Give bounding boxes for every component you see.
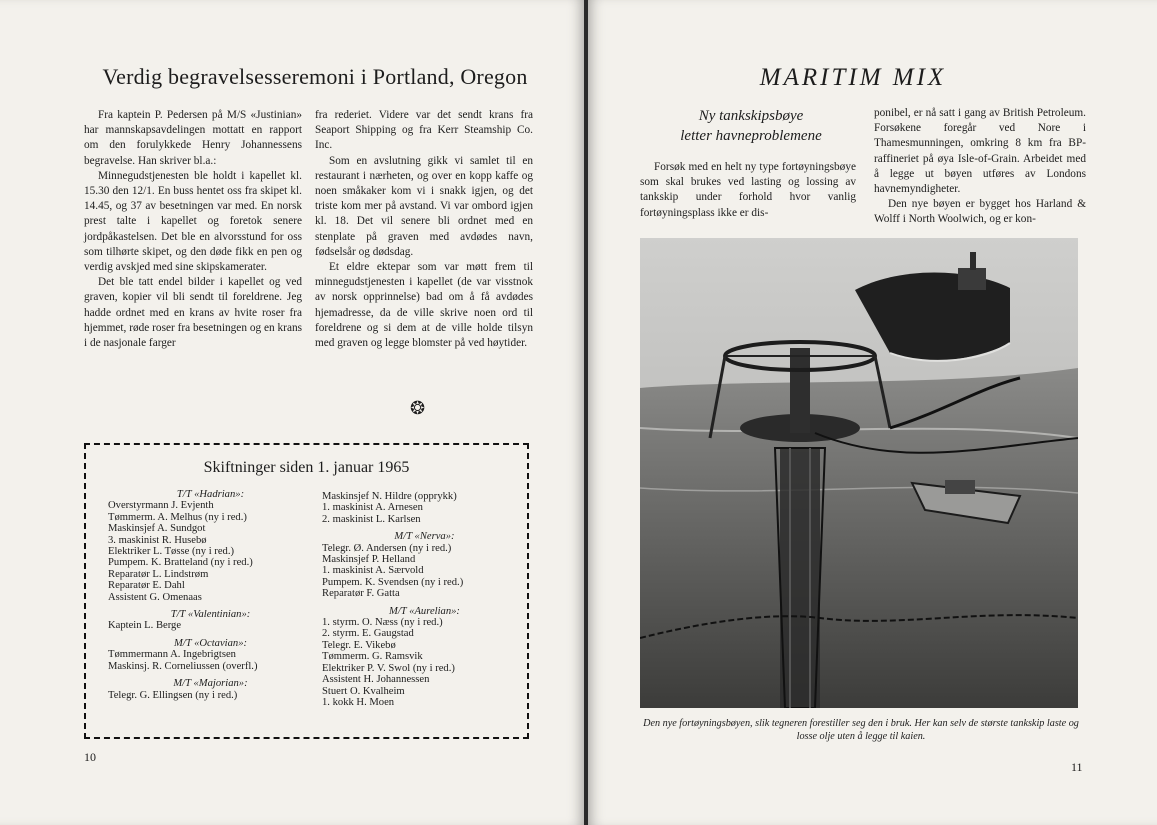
ship-heading: T/T «Valentinian»: — [170, 609, 251, 621]
ship-heading: M/T «Majorian»: — [173, 678, 248, 690]
page-number: 11 — [1071, 760, 1083, 774]
crew-entry: Pumpem. K. Bratteland (ny i red.) — [108, 557, 253, 569]
crew-entry: 3. maskinist R. Husebø — [108, 534, 207, 546]
paragraph: Forsøk med en helt ny type fortøyningsbøye som skal brukes ved lasting og lossing av tankskip under forhold hvor vanlig fortøyningsplass ikke er dis- — [640, 161, 856, 219]
paragraph: Det ble tatt endel bilder i kapellet og ved graven, kopier vil bli sendt til foreldrene. Jeg hadde ordnet med en krans av hvite roser fra hjemmet, røde roser fra besetningen og en krans i de nasjonale farger — [84, 276, 302, 350]
article-subtitle — [646, 106, 856, 146]
crew-entry: Reparatør L. Lindstrøm — [108, 568, 209, 580]
right-page — [588, 0, 1157, 825]
crew-entry: Reparatør F. Gatta — [322, 588, 400, 600]
crew-entry: Elektriker P. V. Swol (ny i red.) — [322, 662, 455, 674]
crew-entry: Assistent G. Omenaas — [108, 591, 202, 603]
crew-list-column-2 — [322, 491, 527, 708]
crew-entry: Pumpem. K. Svendsen (ny i red.) — [322, 576, 464, 588]
crew-entry: 1. styrm. O. Næss (ny i red.) — [322, 617, 443, 629]
crew-entry: Stuert O. Kvalheim — [322, 685, 405, 697]
crew-entry: Elektriker L. Tøsse (ny i red.) — [108, 546, 235, 558]
subtitle-line: Ny tankskipsbøye — [698, 108, 804, 124]
illustration-caption: Den nye fortøyningsbøyen, slik tegneren forestiller seg den i bruk. Her kan selv de største tankskip laste og losse olje uten å legge til kaien. — [643, 718, 1079, 742]
crew-entry: 1. maskinist A. Arnesen — [322, 502, 423, 514]
ship-heading: M/T «Nerva»: — [394, 531, 455, 543]
ship-heading: M/T «Octavian»: — [173, 637, 248, 649]
paragraph: ponibel, er nå satt i gang av British Petroleum. Forsøkene foregår ved Nore i Thamesmunningen, omkring 8 km fra BP-raffineriet på øya Isle-of-Grain. Arbeidet med å legge ut bøyen utføres av Londons havnemyndigheter. — [874, 107, 1086, 196]
crew-entry: 1. maskinist A. Særvold — [322, 565, 424, 577]
ship-heading: M/T «Aurelian»: — [389, 605, 460, 617]
crew-changes-box — [84, 443, 529, 739]
article-column-1 — [84, 108, 302, 351]
crew-entry: Tømmermann A. Ingebrigtsen — [108, 649, 236, 661]
crew-entry: Tømmerm. A. Melhus (ny i red.) — [108, 511, 247, 523]
box-title: Skiftninger siden 1. januar 1965 — [203, 459, 410, 476]
paragraph: Et eldre ektepar som var møtt frem til minnegudstjenesten i kapellet (de var visstnok av norsk opprinnelse) bad om å få avdødes hjemadresse, da de ville skrive noen ord til foreldrene og si dem at de ville holde tilsyn med graven og legge blomster på ved høytider. — [315, 261, 533, 350]
crew-entry: Tømmerm. G. Ramsvik — [322, 651, 423, 663]
paragraph: Som en avslutning gikk vi samlet til en restaurant i nærheten, og over en kopp kaffe og noen småkaker kom vi i snakk igjen, og det triste kom mer på avstand. Vi var ombord igjen kl. 18. Det vil senere bli ordnet med en stenplate på graven med avdødes navn, fødselsår og dødsdag. — [315, 154, 533, 258]
crew-entry: 1. kokk H. Moen — [322, 696, 395, 708]
crew-entry: Maskinsjef A. Sundgot — [108, 523, 206, 535]
crew-entry: Assistent H. Johannessen — [322, 674, 430, 686]
paragraph: Fra kaptein P. Pedersen på M/S «Justinian» har mannskapsavdelingen mottatt en rapport om den forulykkede Henry Johannessens begravelse. Han skriver bl.a.: — [84, 109, 302, 167]
paragraph: Den nye bøyen er bygget hos Harland & Wolff i North Woolwich, og er kon- — [874, 198, 1086, 226]
page-number: 10 — [84, 750, 96, 764]
mooring-buoy-illustration — [640, 238, 1078, 708]
section-title: MARITIM MIX — [759, 64, 947, 91]
article-column-2 — [874, 106, 1086, 228]
crew-entry: 2. maskinist L. Karlsen — [322, 513, 421, 525]
subtitle-line: letter havneproblemene — [680, 128, 822, 144]
crew-entry: Overstyrmann J. Evjenth — [108, 500, 214, 512]
crew-entry: Telegr. E. Vikebø — [322, 639, 396, 651]
crew-entry: Reparatør E. Dahl — [108, 580, 185, 592]
crew-entry: Maskinsjef P. Helland — [322, 554, 416, 566]
crew-entry: Maskinsjef N. Hildre (opprykk) — [322, 491, 457, 502]
paragraph: Minnegudstjenesten ble holdt i kapellet kl. 15.30 den 12/1. En buss hentet oss fra skipet kl. 14.45, og 37 av besetningen var med. En norsk prest talte i kapellet og foretok senere jordpåkastelsen. Det ble en alvorsstund for oss som tilhørte skipet, og den døde fikk en pen og verdig avskjed med sine skipskamerater. — [84, 169, 302, 274]
crew-entry: 2. styrm. E. Gaugstad — [322, 628, 414, 640]
article-title: Verdig begravelsesseremoni i Portland, Oregon — [102, 64, 528, 89]
crew-list-column-1 — [108, 489, 313, 701]
ship-heading: T/T «Hadrian»: — [176, 489, 245, 500]
crew-entry: Telegr. G. Ellingsen (ny i red.) — [108, 689, 238, 701]
article-column-2 — [315, 108, 533, 351]
paragraph: fra rederiet. Videre var det sendt krans fra Seaport Shipping og fra Kerr Steamship Co. Inc. — [315, 109, 533, 152]
crew-entry: Kaptein L. Berge — [108, 620, 182, 632]
article-column-1 — [640, 160, 856, 221]
crew-entry: Maskinsj. R. Corneliussen (overfl.) — [108, 660, 258, 672]
crew-entry: Telegr. Ø. Andersen (ny i red.) — [322, 542, 452, 554]
ornament-icon: ❂ — [410, 398, 426, 418]
